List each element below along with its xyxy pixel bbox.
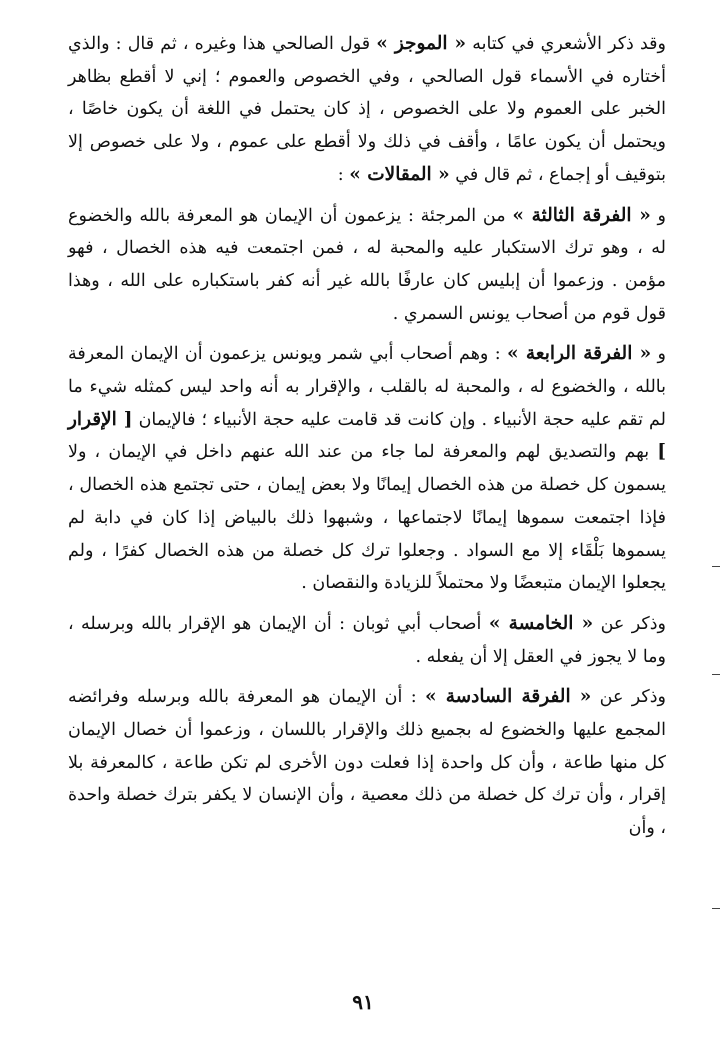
paragraph-text: و xyxy=(651,344,667,365)
highlighted-term: « الفرقة السادسة » xyxy=(424,686,592,708)
paragraph-p2 xyxy=(68,200,666,331)
paragraph-text: : xyxy=(337,164,350,185)
highlighted-term: « الخامسة » xyxy=(488,612,594,634)
paragraph-text: من المرجئة : يزعمون أن الإيمان هو المعرفة بالله والخضوع له ، وهو ترك الاستكبار عليه والمحبة له ، فمن اجتمعت فيه هذه الخصال ، فهو مؤمن . وزعموا أن إبليس كان عارفًا بالله غير أنه كفر باستكباره على الله ، وهذا قول قوم من أصحاب يونس السمري . xyxy=(68,205,666,324)
paragraph-p4 xyxy=(68,608,666,673)
margin-mark xyxy=(712,566,720,567)
paragraph-text: أصحاب أبي ثوبان : أن الإيمان هو الإقرار بالله وبرسله ، وما لا يجوز في العقل إلا أن يفعله . xyxy=(68,613,666,667)
margin-mark xyxy=(712,674,720,675)
highlighted-term: « الفرقة الثالثة » xyxy=(512,204,651,226)
paragraph-text: وذكر عن xyxy=(591,687,667,708)
paragraph-text: : وهم أصحاب أبي شمر ويونس يزعمون أن الإيمان المعرفة بالله ، والخضوع له ، والمحبة له بالقلب ، والإقرار به أنه واحد ليس كمثله شيء ما لم تقم عليه حجة الأنبياء . وإن كانت قد قامت عليه حجة الأنبياء ؛ فالإيمان xyxy=(68,344,666,430)
paragraph-p3 xyxy=(68,338,666,600)
paragraph-text: وذكر عن xyxy=(593,613,667,634)
paragraph-p1 xyxy=(68,28,666,192)
highlighted-term: « الفرقة الرابعة » xyxy=(507,343,652,365)
highlighted-term: « الموجز » xyxy=(376,33,467,54)
paragraph-text: وقد ذكر الأشعري في كتابه xyxy=(466,34,666,54)
paragraph-text: قول الصالحي هذا وغيره ، ثم قال : والذي أختاره في الأسماء قول الصالحي ، وفي الخصوص والعموم ؛ إني لا أقطع بظاهر الخبر على العموم ولا على الخصوص ، إذ كان يحتمل في اللغة أن يكون خاصًا ، ويحتمل أن يكون عامًا ، وأقف في ذلك ولا أقطع على عموم ، ولا على خصوص إلا بتوقيف أو إجماع ، ثم قال في xyxy=(68,34,666,185)
highlighted-term: [ الإقرار ] xyxy=(68,408,666,463)
page-body xyxy=(68,28,666,853)
page-number: ٩١ xyxy=(352,990,374,1014)
highlighted-term: « المقالات » xyxy=(349,163,450,185)
paragraph-text: و xyxy=(650,205,667,226)
paragraph-p5 xyxy=(68,681,666,845)
paragraph-text: : أن الإيمان هو المعرفة بالله وبرسله وفرائضه المجمع عليها والخضوع له بجميع ذلك والإقرار باللسان ، وزعموا أن خصال الإيمان كل منها طاعة ، وأن كل واحدة إذا فعلت دون الأخرى لم تكن طاعة ، كالمعرفة بلا إقرار ، وأن ترك كل خصلة من ذلك معصية ، وأن الإنسان لا يكفر بترك خصلة واحدة ، وأن xyxy=(68,687,666,839)
paragraph-text: بهم والتصديق لهم والمعرفة لما جاء من عند الله عنهم داخل في الإيمان ، ولا يسمون كل خصلة من هذه الخصال إيمانًا ولا بعض إيمان ، حتى تجتمع هذه الخصال ، فإذا اجتمعت سموها إيمانًا لاجتماعها ، وشبهوا ذلك بالبياض إذا كان في دابة لم يسموها بَلْقَاء إلا مع السواد . وجعلوا ترك كل خصلة من هذه الخصال كفرًا ، ولم يجعلوا الإيمان متبعضًا ولا محتملاً للزيادة والنقصان . xyxy=(68,442,666,594)
margin-mark xyxy=(712,908,720,909)
